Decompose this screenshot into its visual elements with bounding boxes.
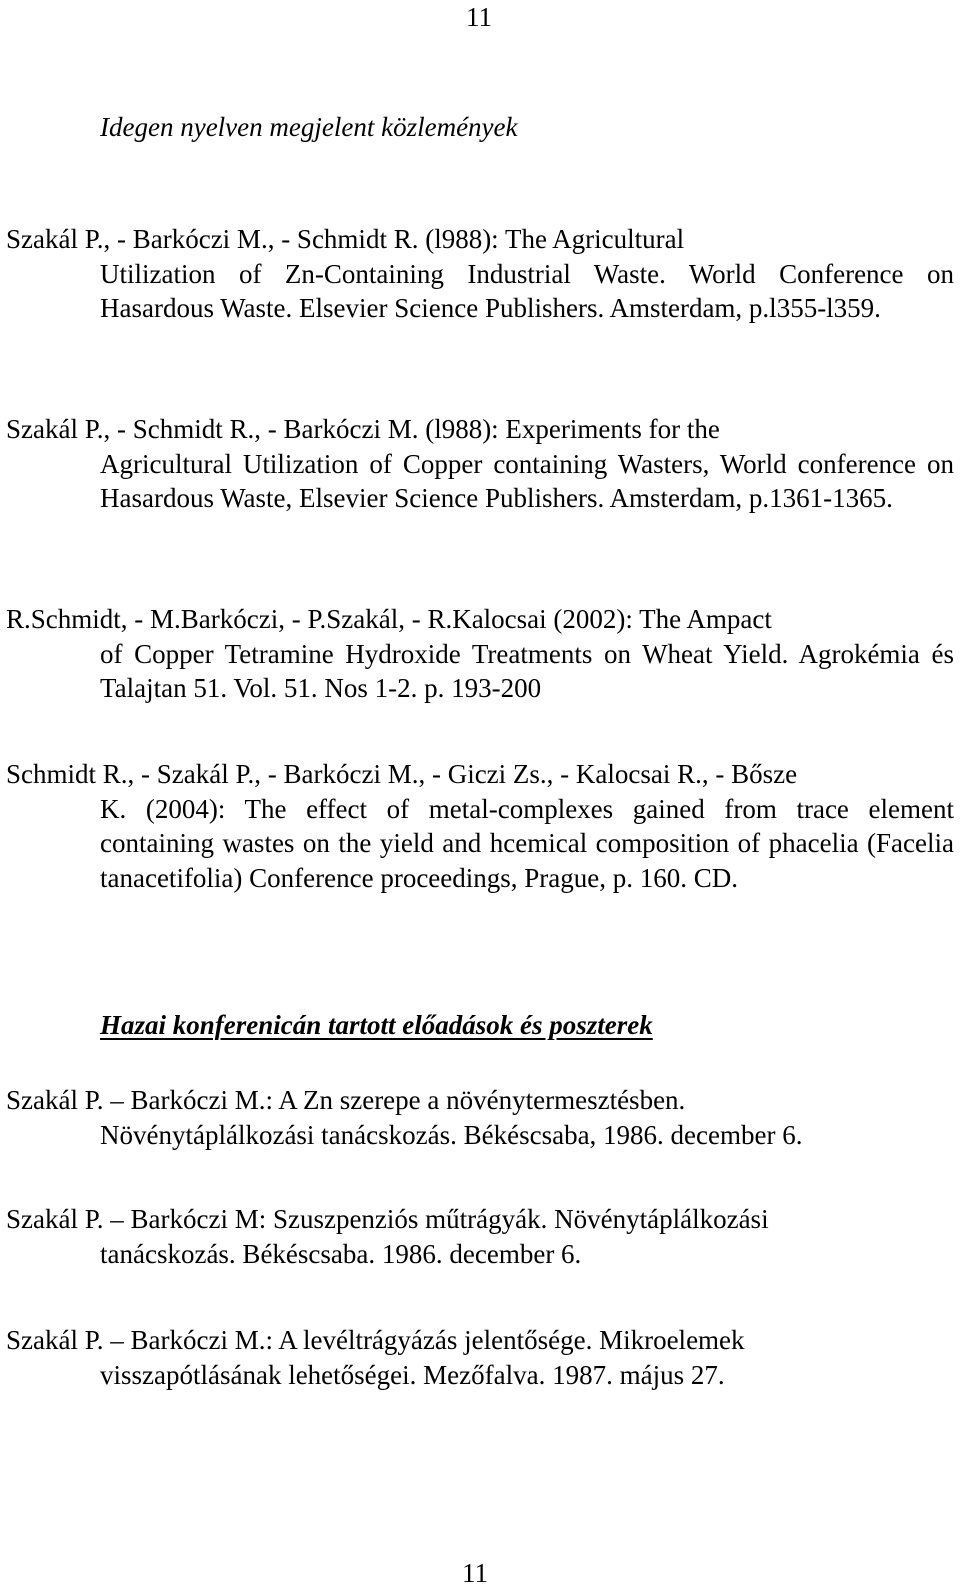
reference-continuation: K. (2004): The effect of metal-complexes gained from trace element containing wastes on the yield and hcemical composition of phacelia (Facelia tanacetifolia) Conference proceedings, Prague, p. 160. CD. (100, 793, 954, 893)
reference-continuation: Növénytáplálkozási tanácskozás. Békéscsaba, 1986. december 6. (100, 1119, 803, 1150)
reference-first-line: Szakál P., - Barkóczi M., - Schmidt R. (l988): The Agricultural (6, 224, 685, 254)
reference-first-line: Szakál P. – Barkóczi M.: A levéltrágyázás jelentősége. Mikroelemek (6, 1325, 745, 1355)
section-heading-domestic: Hazai konferenicán tartott előadások és poszterek (100, 1010, 653, 1040)
reference-first-line: Szakál P. – Barkóczi M: Szuszpenziós műtrágyák. Növénytáplálkozási (6, 1204, 769, 1234)
reference-entry (0, 222, 954, 326)
reference-first-line: Szakál P., - Schmidt R., - Barkóczi M. (l988): Experiments for the (6, 414, 720, 444)
reference-continuation: tanácskozás. Békéscsaba. 1986. december 6. (100, 1238, 582, 1269)
reference-entry (0, 1083, 954, 1152)
reference-continuation: visszapótlásának lehetőségei. Mezőfalva. 1987. május 27. (100, 1359, 725, 1390)
reference-first-line: R.Schmidt, - M.Barkóczi, - P.Szakál, - R.Kalocsai (2002): The Ampact (6, 604, 772, 634)
reference-first-line: Szakál P. – Barkóczi M.: A Zn szerepe a növénytermesztésben. (6, 1085, 686, 1115)
reference-continuation: Agricultural Utilization of Copper containing Wasters, World conference on Hasardous Waste, Elsevier Science Publishers. Amsterdam, p.1361-1365. (100, 448, 954, 513)
page-number-top: 11 (466, 2, 492, 32)
reference-continuation: Utilization of Zn-Containing Industrial Waste. World Conference on Hasardous Waste. Elsevier Science Publishers. Amsterdam, p.l355-l359. (100, 258, 954, 323)
reference-entry (0, 1202, 954, 1271)
reference-continuation: of Copper Tetramine Hydroxide Treatments on Wheat Yield. Agrokémia és Talajtan 51. Vol. 51. Nos 1-2. p. 193-200 (100, 638, 954, 703)
reference-entry (0, 757, 954, 895)
reference-first-line: Schmidt R., - Szakál P., - Barkóczi M., - Giczi Zs., - Kalocsai R., - Bősze (6, 759, 798, 789)
section-heading-international: Idegen nyelven megjelent közlemények (100, 112, 518, 142)
reference-entry (0, 602, 954, 706)
reference-entry (0, 1323, 954, 1392)
page-number-bottom: 11 (462, 1558, 488, 1588)
reference-entry (0, 412, 954, 516)
